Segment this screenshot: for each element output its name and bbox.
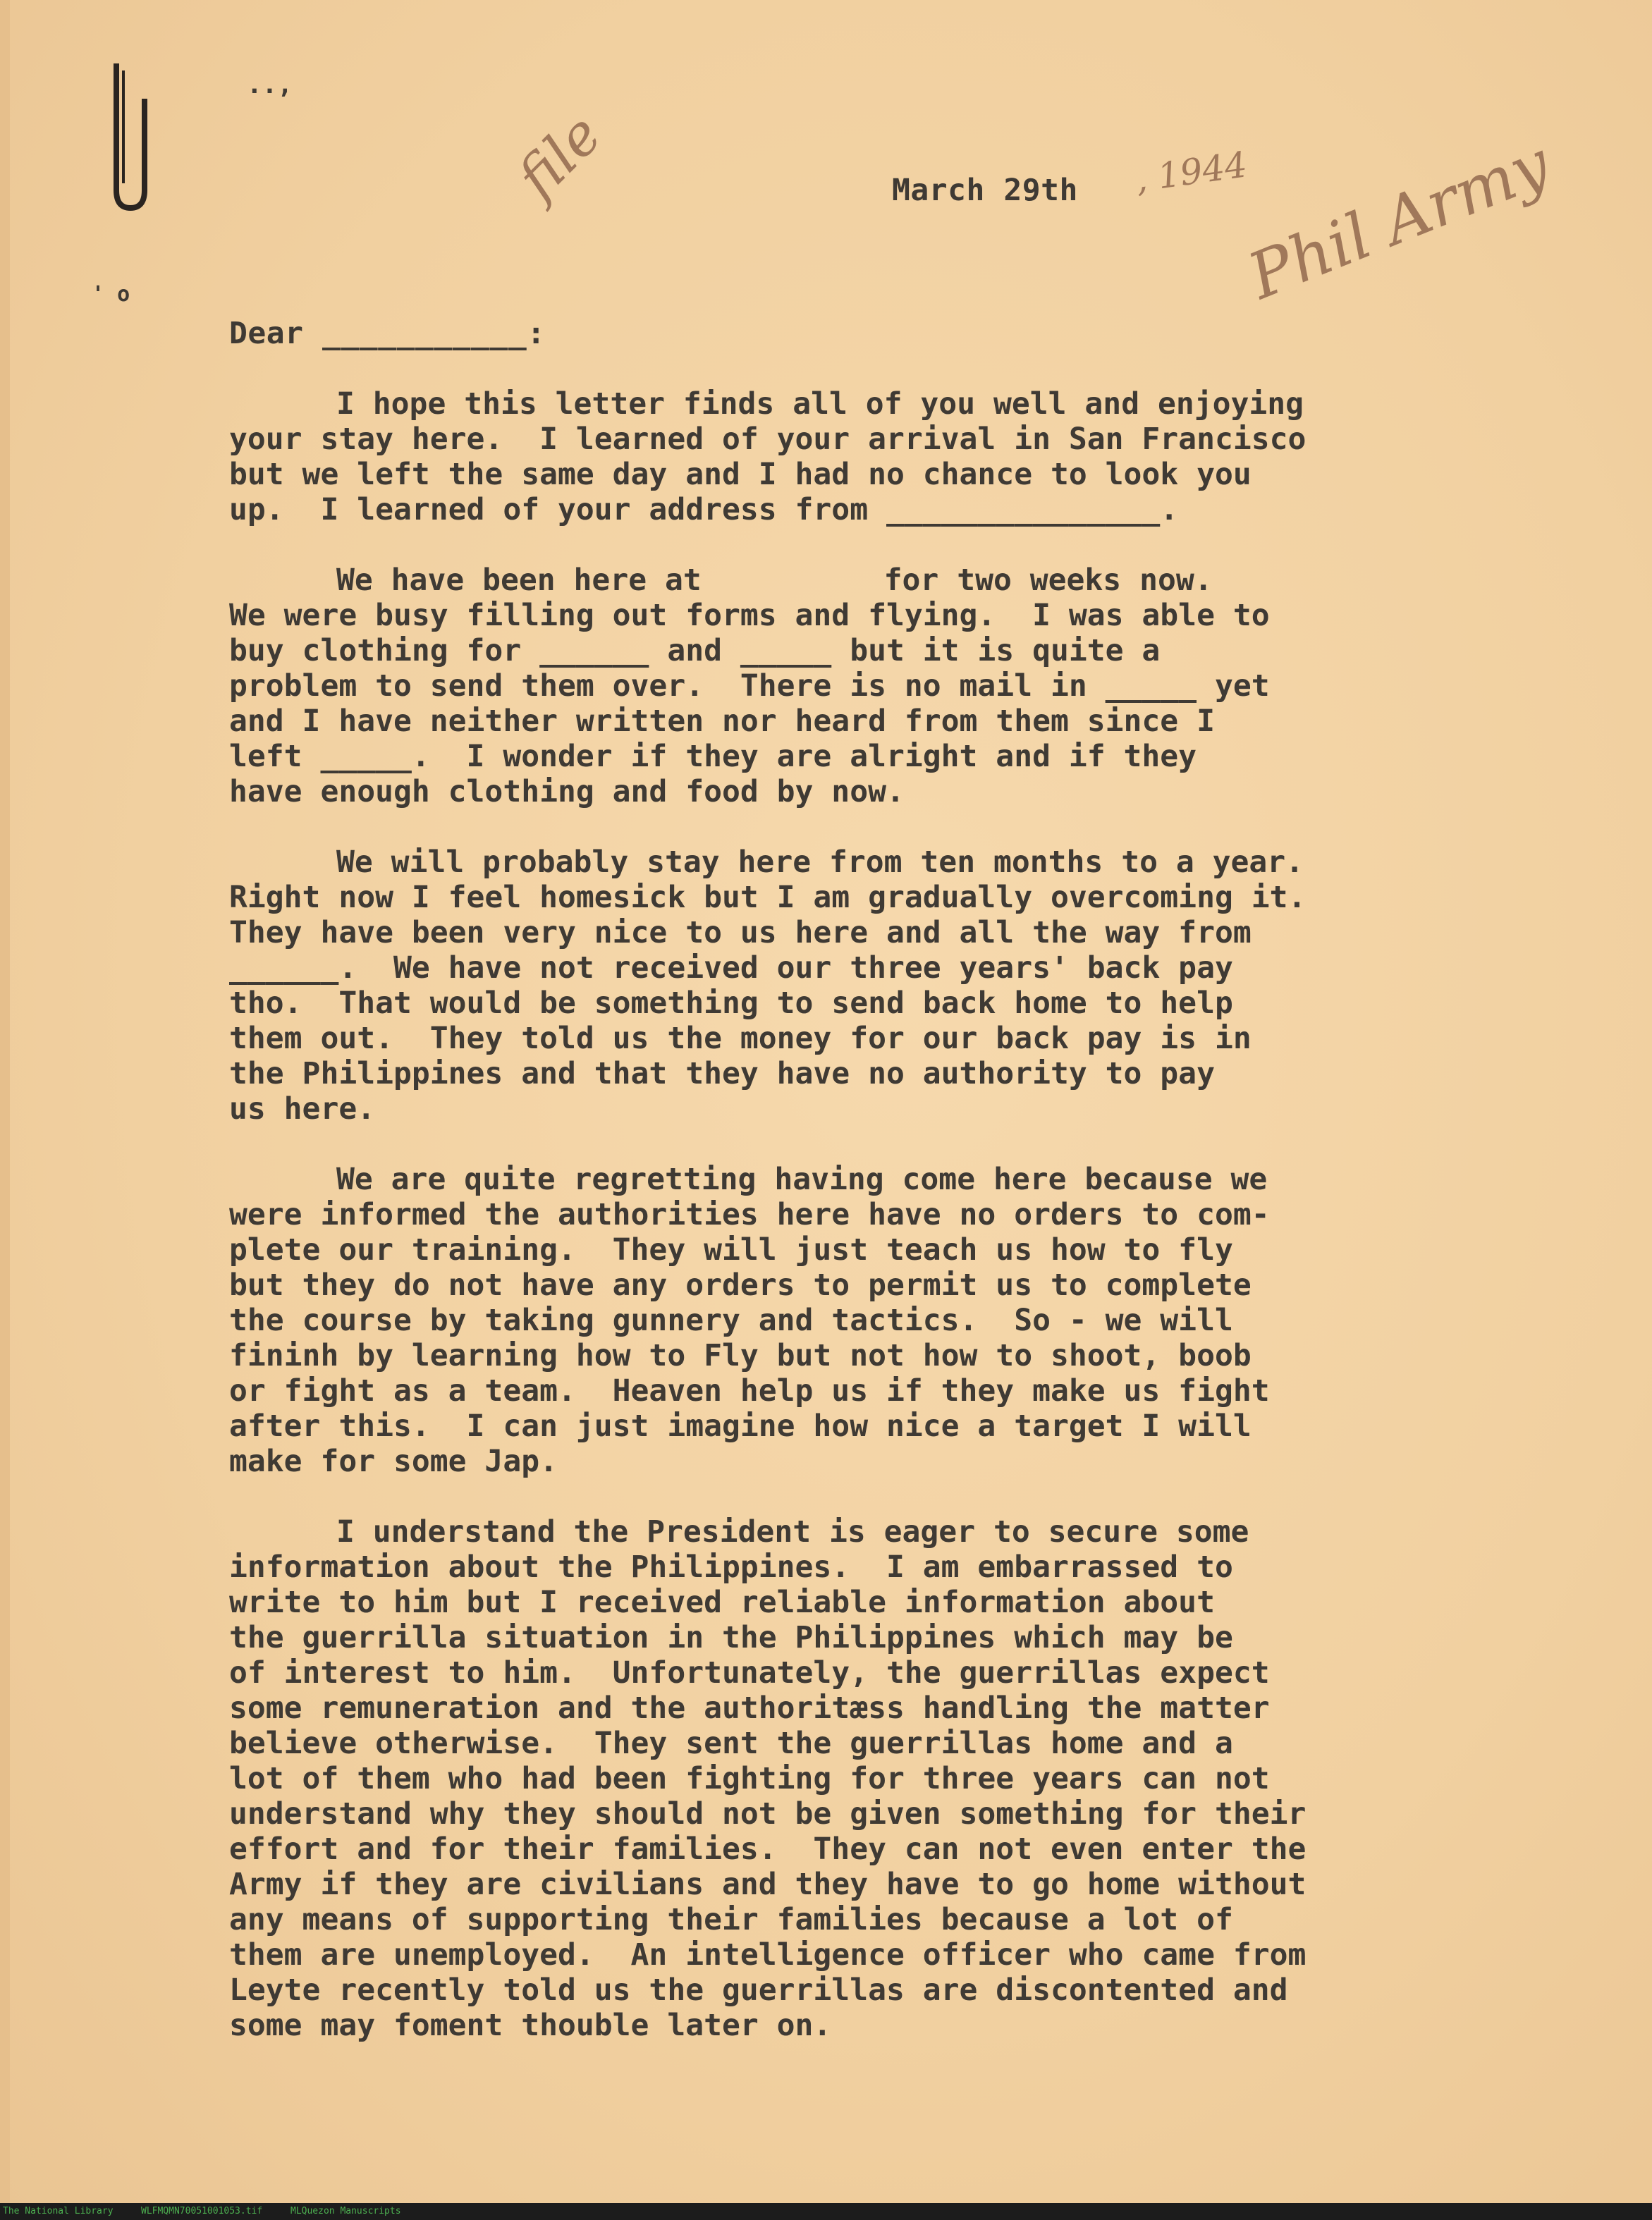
file-handwritten-note: file [504,101,614,211]
hole-marks: ' o [92,282,130,307]
page-edge [0,0,10,2203]
footer-collection: MLQuezon Manuscripts [290,2206,401,2216]
paragraph-5-line-14: Leyte recently told us the guerrillas are discontented and [229,1973,1288,2008]
scan-footer-bar [0,2203,1652,2220]
footer-library: The National Library [3,2206,114,2216]
paragraph-5-line-8: lot of them who had been fighting for three years can not [229,1761,1270,1796]
paragraph-1-line-3: but we left the same day and I had no chance to look you [229,457,1252,492]
paragraph-2-line-5: and I have neither written nor heard from them since I [229,704,1215,739]
letter-date: March 29th [892,173,1078,208]
paper-clip-mark-icon [106,56,155,219]
paragraph-2-line-1: We have been here at for two weeks now. [336,563,1213,598]
paragraph-4-line-3: plete our training. They will just teach us how to fly [229,1232,1233,1268]
paragraph-4-line-4: but they do not have any orders to permit us to complete [229,1268,1252,1303]
paragraph-4-line-1: We are quite regretting having come here because we [336,1162,1268,1197]
paragraph-5-line-3: write to him but I received reliable information about [229,1585,1215,1620]
paragraph-5-line-4: the guerrilla situation in the Philippines which may be [229,1620,1233,1655]
category-handwritten-note: Phil Army [1238,126,1560,314]
paragraph-3-line-8: us here. [229,1091,376,1127]
paragraph-5-line-10: effort and for their families. They can not even enter the [229,1832,1307,1867]
paragraph-5-line-7: believe otherwise. They sent the guerrillas home and a [229,1726,1233,1761]
paragraph-5-line-12: any means of supporting their families because a lot of [229,1902,1233,1937]
paragraph-3-line-7: the Philippines and that they have no authority to pay [229,1056,1215,1091]
year-handwritten-note: , 1944 [1132,144,1250,200]
paragraph-2-line-6: left _____. I wonder if they are alright and if they [229,739,1197,774]
paragraph-4-line-6: fininh by learning how to Fly but not how to shoot, boob [229,1338,1252,1373]
paragraph-3-line-5: tho. That would be something to send back home to help [229,986,1233,1021]
paragraph-3-line-3: They have been very nice to us here and all the way from [229,915,1252,950]
paragraph-4-line-8: after this. I can just imagine how nice a target I will [229,1409,1252,1444]
paragraph-2-line-7: have enough clothing and food by now. [229,774,905,809]
paragraph-5-line-6: some remuneration and the authoritæss handling the matter [229,1691,1270,1726]
paragraph-5-line-1: I understand the President is eager to secure some [336,1514,1249,1550]
paragraph-1-line-4: up. I learned of your address from _______________. [229,492,1179,527]
salutation: Dear ___________: [229,316,546,351]
paragraph-1-line-1: I hope this letter finds all of you well and enjoying [336,386,1304,422]
dots-mark: .., [247,70,293,99]
paragraph-5-line-15: some may foment thouble later on. [229,2008,832,2043]
paragraph-4-line-2: were informed the authorities here have no orders to com- [229,1197,1270,1232]
paragraph-5-line-13: them are unemployed. An intelligence officer who came from [229,1937,1307,1973]
paragraph-4-line-7: or fight as a team. Heaven help us if they make us fight [229,1373,1270,1409]
paragraph-2-line-3: buy clothing for ______ and _____ but it is quite a [229,633,1161,668]
paragraph-4-line-9: make for some Jap. [229,1444,558,1479]
paragraph-5-line-2: information about the Philippines. I am embarrassed to [229,1550,1233,1585]
paragraph-3-line-4: ______. We have not received our three years' back pay [229,950,1233,986]
paragraph-2-line-4: problem to send them over. There is no mail in _____ yet [229,668,1270,704]
paragraph-3-line-2: Right now I feel homesick but I am gradually overcoming it. [229,880,1307,915]
paragraph-5-line-5: of interest to him. Unfortunately, the guerrillas expect [229,1655,1270,1691]
paragraph-2-line-2: We were busy filling out forms and flying. I was able to [229,598,1270,633]
paragraph-5-line-9: understand why they should not be given something for their [229,1796,1307,1832]
paragraph-3-line-1: We will probably stay here from ten months to a year. [336,845,1304,880]
paragraph-1-line-2: your stay here. I learned of your arrival in San Francisco [229,422,1307,457]
paragraph-3-line-6: them out. They told us the money for our back pay is in [229,1021,1252,1056]
footer-file-id: WLFMQMN70051001053.tif [141,2206,263,2216]
paragraph-5-line-11: Army if they are civilians and they have to go home without [229,1867,1307,1902]
paragraph-4-line-5: the course by taking gunnery and tactics. So - we will [229,1303,1233,1338]
